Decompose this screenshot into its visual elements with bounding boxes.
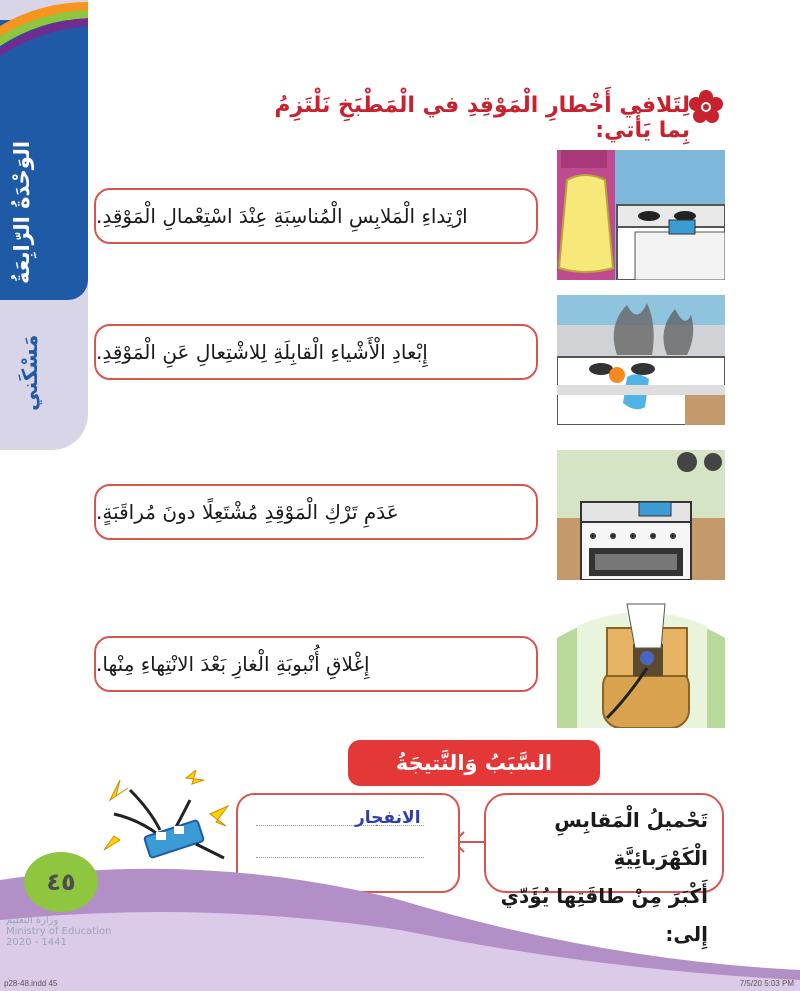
answer-text: الانفجار — [355, 808, 421, 828]
woman-cooking-image — [557, 150, 725, 280]
logo-line-3: 2020 - 1441 — [6, 937, 67, 948]
footer-timestamp: 7/5/20 5:03 PM — [739, 979, 794, 988]
statement-2: إِبْعادِ الْأَشْياءِ الْقابِلَةِ لِلاشْتِعالِ عَنِ الْمَوْقِدِ. — [94, 324, 538, 380]
gas-cylinder-image — [557, 598, 725, 728]
logo-line-1: وزارة التعليم — [6, 915, 59, 926]
logo-line-2: Ministry of Education — [6, 926, 112, 937]
burning-cloth-image — [557, 295, 725, 425]
footer-file: p28-48.indd 45 — [4, 979, 58, 988]
overloaded-power-strip-image — [100, 770, 230, 870]
topic-label: مَسْكَني — [18, 334, 42, 412]
unit-stripes-decoration — [0, 0, 88, 70]
statement-4: إِغْلاقِ أُنْبوبَةِ الْغازِ بَعْدَ الانْتِهاءِ مِنْها. — [94, 636, 538, 692]
answer-line-2 — [256, 857, 424, 858]
cause-line-1: تَحْميلُ الْمَقابِسِ الْكَهْرَبائِيَّةِ — [554, 808, 708, 870]
statement-1: ارْتِداءِ الْمَلابِسِ الْمُناسِبَةِ عِنْدَ اسْتِعْمالِ الْمَوْقِدِ. — [94, 188, 538, 244]
page-number: ٤٥ — [24, 852, 98, 912]
page-title: لِتَلافي أَخْطارِ الْمَوْقِدِ في الْمَطْبَخِ نَلْتَزِمُ بِما يَأْتي: — [274, 93, 690, 143]
flower-icon — [688, 89, 724, 125]
unattended-stove-image — [557, 450, 725, 580]
cause-line-2: أَكْبَرَ مِنْ طاقَتِها يُؤَدّي إِلى: — [500, 884, 708, 946]
cause-effect-heading: السَّبَبُ وَالنَّتيجَةُ — [348, 740, 600, 786]
ministry-logo — [6, 915, 111, 948]
bottom-wave-decoration — [0, 860, 800, 991]
unit-label: الوَحْدَةُ الرّابِعَةُ — [10, 140, 34, 285]
statement-3: عَدَمِ تَرْكِ الْمَوْقِدِ مُشْتَعِلًا دونَ مُراقَبَةٍ. — [94, 484, 538, 540]
